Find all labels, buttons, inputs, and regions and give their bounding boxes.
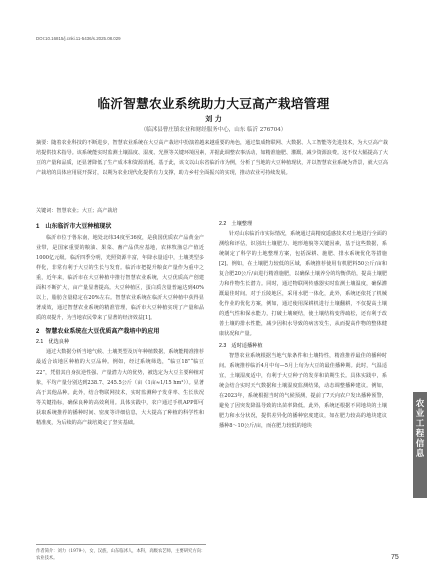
section-2-2-heading: 2.2 土壤整理 [219, 221, 253, 227]
author-name: 刘 力 [205, 114, 222, 123]
section-2-1-paragraph: 通过大数据分析当地气候、土壤类型及历年种植数据，系统能精准推荐最适合该地区种植的大豆品种。例如，经过系统筛选，“临豆18”“临豆22”，凭借其自身抗逆性强、产量潜力大的优势，被选定为大豆主要种植对象，平均产量分别达到238.7、245.5公斤（亩（1亩≈1/15 hm²））。显著高于其他品种。此外，结合物联网技术，实时监测种子发芽率、生长状况等关键指标，确保良种的高效利用。具体实践中，农户通过手机APP即可获取系统推荐的播种时间、密度等详细信息，大大提高了种植的科学性和精准度，为后续的高产栽培奠定了坚实基础。 [36, 349, 204, 426]
right-column [219, 218, 387, 431]
author-footnote: 作者简介：刘力（1979-），女，汉族，山东临沭人，本科，高级农艺师，主要研究方向：农业技术。 [36, 544, 206, 562]
section-2-1-heading: 2.1 优选良种 [36, 339, 70, 346]
page-number: 75 [391, 554, 399, 561]
abstract: 摘要：随着农业科技的不断进步，智慧农业系统在大豆高产栽培中扮演着越来越重要的角色，通过集成物联网、大数据、人工智能等先进技术，为大豆高产栽培提供技术指导。该系统能实时监测土壤温度、湿度、光照等关键环境因素，并据此调整农事活动，如精准施肥、灌溉，减少资源浪费。这不仅大幅提高了大豆的产量和品质，还显著降低了生产成本和资源消耗。基于此，该文以山东省临沂市为例，分析了当地的大豆种植现状，并以智慧农业系统为背景，就大豆高产栽培的具体应用展开探讨，以期为农业现代化提供有力支撑，助力乡村全面振兴的实现，推动农业可持续发展。 [36, 140, 388, 177]
section-1-paragraph: 临沂市位于鲁东南，地处北纬34度至36度，是我国优质农产品黄金产业带，是国家重要的粮油、果菜、畜产品供应基地，农林牧渔总产值近1000亿元级。临沂四季分明，光照资源丰富，年降水量适中，土壤类型多样化，非常有利于大豆的生长与发育。临沂市把提升粮食产量作为重中之重，近年来，临沂市在大豆种植中推行智慧农业系统，大豆优质高产创建面积不断扩大，亩产量显著提高。大豆种植区，蛋白质含量普遍达到40%以上，脂肪含量稳定在20%左右。智慧农业系统在临沂大豆种植中获得显著成效，通过智慧农业系统的精准管理，临沂市大豆种植实现了产量和品质的双提升，为当地农民带来了显著的经济效益[1]。 [36, 235, 204, 322]
section-1-heading: 1 山东临沂市大豆种植现状 [36, 224, 112, 230]
section-2-2-paragraph: 针对山东临沂市实际情况，系统通过高精度遥感技术对土地进行全面的测绘和评估，识别出土壤肥力、地形地貌等关键因素，基于这些数据，系统制定了科学的土地整理方案，包括深耕、施肥、排水系统优化等措施[2]。例如，在土壤肥力较低的区域，系统推荐使用有机肥料50公斤/亩和复合肥20公斤/亩进行精准施肥，以确保土壤养分的均衡供给，提高土壤肥力和作物生长潜力。同时，通过物联网传感器实时监测土壤温度，确保灌溉最佳时间。对于丘陵地区，采用水肥一体化，此外，系统还依托了机械化作业的优化方案，例如，通过使用深耕机进行土壤翻耕，不仅提高土壤的透气性和保水能力，打破土壤硬结，使土壤结构变得疏松，还有利于改善土壤的排水性能，减少因积水导致的病害发生，从而提高作物的整体健康状况和产量。 [219, 231, 387, 338]
section-2-3-heading: 2.3 适时适播种植 [219, 342, 263, 349]
section-2-3-paragraph: 智慧农业系统根据当地气象条件和土壤特性，精准推荐最佳的播种时间。系统推荐临沂4月中旬—5月上旬为大豆的最佳播种期。此时，气温适宜，土壤湿度适中，有利于大豆种子的发芽和苗期生长。具体实践中，系统会结合实时天气数据和土壤湿度监测结果，动态调整播种建议。例如，在2023年，系统根据当时的气候预测，提前了7天向农户发出播种预警，避免了因突发降温导致的出苗率降低。此外，系统还根据不同地块的土壤肥力和水分状况，提供差异化的播种密度建议，如在肥力较高的地块建议播种8～10公斤/亩，而在肥力较低的地块 [219, 352, 387, 429]
journal-side-tab-label: 农业工程信息 [415, 398, 425, 458]
doi-line: DOI:10.16815/j.cnki.11-5436/s.2025.08.029 [36, 36, 121, 41]
article-title: 临沂智慧农业系统助力大豆高产栽培管理 [97, 97, 330, 111]
keywords: 关键词：智慧农业；大豆；高产栽培 [36, 208, 118, 214]
section-2-heading: 2 智慧农业系统在大豆优质高产栽培中的应用 [36, 329, 160, 336]
author-affiliation: （临沭县曹庄镇农业和财经服务中心，山东 临沂 276704） [140, 127, 287, 133]
left-column [36, 218, 204, 428]
